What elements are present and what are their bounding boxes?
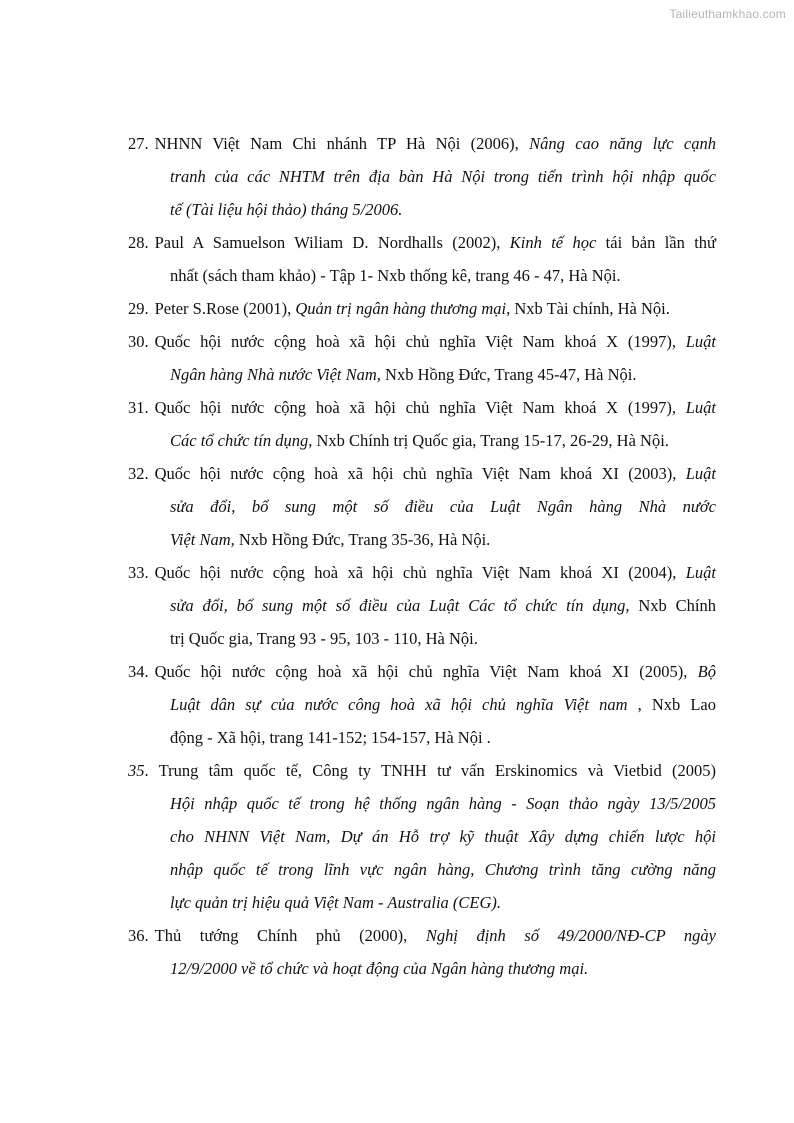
reference-title: cho NHNN Việt Nam, Dự án Hỗ trợ kỹ thuật Xây dựng chiến lược hội (170, 827, 716, 846)
reference-item-35 (128, 754, 716, 919)
reference-number: 33. (128, 563, 149, 582)
reference-item-31 (128, 391, 716, 457)
reference-number: 31. (128, 398, 149, 417)
reference-detail: động - Xã hội, trang 141-152; 154-157, Hà Nội . (170, 728, 491, 747)
reference-number: 36. (128, 926, 149, 945)
reference-item-33 (128, 556, 716, 655)
reference-title: Việt Nam, (170, 530, 235, 549)
reference-title: sửa đổi, bổ sung một số điều của Luật Các tổ chức tín dụng, (170, 596, 630, 615)
reference-detail: tái bản lần thứ (605, 233, 716, 252)
reference-item-34 (128, 655, 716, 754)
reference-detail: Nxb Hồng Đức, Trang 35-36, Hà Nội. (234, 530, 491, 549)
reference-number: 28. (128, 233, 149, 252)
reference-title: Luật (685, 464, 716, 483)
reference-detail: nhất (sách tham khảo) - Tập 1- Nxb thống kê, trang 46 - 47, Hà Nội. (170, 266, 621, 285)
reference-title: Bộ (697, 662, 716, 681)
reference-title: tranh của các NHTM trên địa bàn Hà Nội trong tiến trình hội nhập quốc (170, 167, 716, 186)
reference-title: Nghị định số 49/2000/NĐ-CP ngày (425, 926, 716, 945)
reference-title: Hội nhập quốc tế trong hệ thống ngân hàng - Soạn thảo ngày 13/5/2005 (170, 794, 716, 813)
reference-title: Nâng cao năng lực cạnh (529, 134, 717, 153)
reference-author: Quốc hội nước cộng hoà xã hội chủ nghĩa Việt Nam khoá XI (2004), (154, 563, 686, 582)
reference-item-32 (128, 457, 716, 556)
reference-title: Kinh tế học (509, 233, 597, 252)
reference-title: lực quản trị hiệu quả Việt Nam - Australia (CEG). (170, 893, 502, 912)
reference-number: 27. (128, 134, 149, 153)
reference-number: 30. (128, 332, 149, 351)
watermark: Tailieuthamkhao.com (669, 7, 786, 21)
reference-title: Các tổ chức tín dụng (170, 431, 309, 450)
reference-author: NHNN Việt Nam Chi nhánh TP Hà Nội (2006), (154, 134, 530, 153)
reference-number: 35 (128, 761, 145, 780)
reference-title: Luật dân sự của nước công hoà xã hội chủ nghĩa Việt nam (170, 695, 628, 714)
reference-detail: , Nxb Lao (637, 695, 716, 714)
reference-author: Thủ tướng Chính phủ (2000), (154, 926, 426, 945)
reference-author: Quốc hội nước cộng hoà xã hội chủ nghĩa Việt Nam khoá XI (2005), (154, 662, 698, 681)
reference-detail: Nxb Chính (638, 596, 717, 615)
reference-detail: , Nxb Chính trị Quốc gia, Trang 15-17, 26-29, Hà Nội. (308, 431, 669, 450)
reference-item-29 (128, 292, 716, 325)
reference-item-28 (128, 226, 716, 292)
reference-item-36 (128, 919, 716, 985)
reference-item-30 (128, 325, 716, 391)
reference-detail: , Nxb Tài chính, Hà Nội. (506, 299, 670, 318)
reference-detail: Nxb Hồng Đức, Trang 45-47, Hà Nội. (380, 365, 637, 384)
reference-title: nhập quốc tế trong lĩnh vực ngân hàng, Chương trình tăng cường năng (170, 860, 716, 879)
reference-title: Ngân hàng Nhà nước Việt Nam, (170, 365, 381, 384)
reference-number: 32. (128, 464, 149, 483)
reference-item-27 (128, 127, 716, 226)
reference-author: Quốc hội nước cộng hoà xã hội chủ nghĩa Việt Nam khoá X (1997), (154, 398, 686, 417)
reference-list (128, 127, 716, 985)
reference-title: Quản trị ngân hàng thương mại (295, 299, 507, 318)
reference-title: Luật (685, 398, 716, 417)
reference-author: Quốc hội nước cộng hoà xã hội chủ nghĩa Việt Nam khoá X (1997), (154, 332, 686, 351)
reference-number: 29. (128, 299, 149, 318)
reference-title: Luật (685, 563, 716, 582)
reference-author: Quốc hội nước cộng hoà xã hội chủ nghĩa Việt Nam khoá XI (2003), (154, 464, 686, 483)
reference-number: 34. (128, 662, 149, 681)
reference-author: Peter S.Rose (2001), (154, 299, 296, 318)
reference-author: Paul A Samuelson Wiliam D. Nordhalls (2002), (154, 233, 510, 252)
reference-title: tế (Tài liệu hội thảo) tháng 5/2006. (170, 200, 403, 219)
reference-title: Luật (685, 332, 716, 351)
reference-title: 12/9/2000 về tổ chức và hoạt động của Ngân hàng thương mại. (170, 959, 589, 978)
reference-author: . Trung tâm quốc tế, Công ty TNHH tư vấn Erskinomics và Vietbid (2005) (144, 761, 716, 780)
reference-detail: trị Quốc gia, Trang 93 - 95, 103 - 110, Hà Nội. (170, 629, 478, 648)
reference-title: sửa đổi, bổ sung một số điều của Luật Ngân hàng Nhà nước (170, 497, 716, 516)
